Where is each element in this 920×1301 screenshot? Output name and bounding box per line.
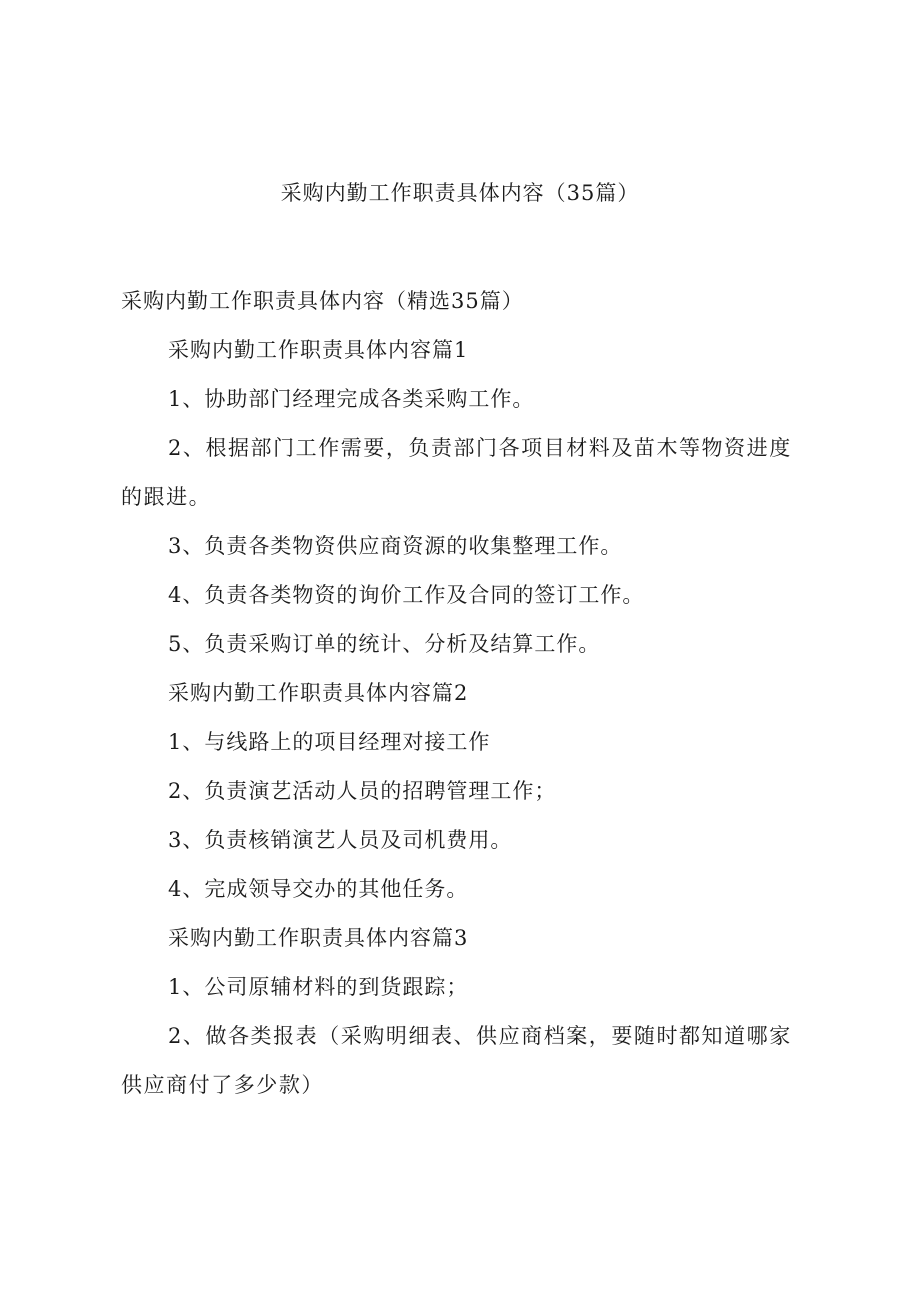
section-heading: 采购内勤工作职责具体内容篇3 — [168, 926, 469, 950]
document-body — [121, 277, 811, 1110]
list-item: 4、负责各类物资的询价工作及合同的签订工作。 — [168, 583, 645, 607]
document-subtitle: 采购内勤工作职责具体内容（精选35篇） — [121, 289, 524, 313]
document-title: 采购内勤工作职责具体内容（35篇） — [280, 181, 640, 205]
list-item: 2、负责演艺活动人员的招聘管理工作； — [168, 779, 557, 803]
list-item: 2、根据部门工作需要，负责部门各项目材料及苗木等物资进度的跟进。 — [121, 436, 792, 509]
section-heading: 采购内勤工作职责具体内容篇2 — [168, 681, 469, 705]
list-item: 1、与线路上的项目经理对接工作 — [168, 730, 491, 754]
section-heading: 采购内勤工作职责具体内容篇1 — [168, 338, 469, 362]
list-item: 5、负责采购订单的统计、分析及结算工作。 — [168, 632, 601, 656]
list-item: 2、做各类报表（采购明细表、供应商档案，要随时都知道哪家供应商付了多少款） — [121, 1024, 792, 1097]
list-item: 3、负责各类物资供应商资源的收集整理工作。 — [168, 534, 623, 558]
list-item: 4、完成领导交办的其他任务。 — [168, 877, 469, 901]
list-item: 1、公司原辅材料的到货跟踪； — [168, 975, 469, 999]
list-item: 3、负责核销演艺人员及司机费用。 — [168, 828, 513, 852]
list-item: 1、协助部门经理完成各类采购工作。 — [168, 387, 535, 411]
